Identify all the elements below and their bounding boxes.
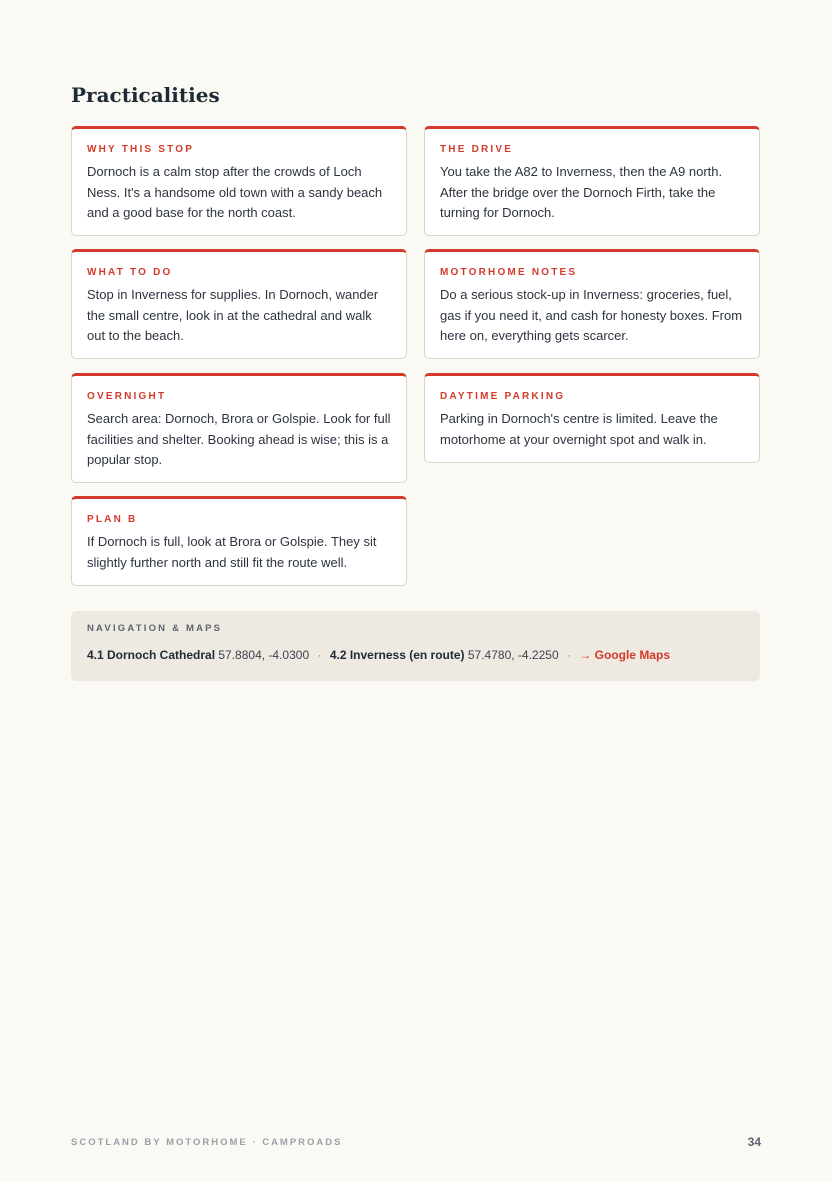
nav-point-coords: 57.8804, -4.0300: [218, 648, 310, 662]
navigation-panel: [71, 611, 760, 681]
card-plan-b: [71, 496, 407, 586]
card-label: WHAT TO DO: [87, 267, 173, 278]
nav-point-name: 4.2 Inverness (en route): [329, 648, 465, 662]
page-number: 34: [747, 1135, 761, 1149]
card-label: OVERNIGHT: [87, 391, 167, 402]
nav-separator: ·: [566, 648, 571, 662]
navigation-label: NAVIGATION & MAPS: [87, 623, 223, 634]
navigation-line: [87, 648, 744, 662]
footer-publication: SCOTLAND BY MOTORHOME · CAMPROADS: [71, 1137, 343, 1148]
card-body: If Dornoch is full, look at Brora or Golspie. They sit slightly further north and still fit the route well.: [87, 534, 377, 570]
card-body: Stop in Inverness for supplies. In Dornoch, wander the small centre, look in at the cathedral and walk out to the beach.: [87, 287, 379, 343]
card-label: WHY THIS STOP: [87, 144, 195, 155]
card-overnight: [71, 373, 407, 483]
nav-separator: ·: [317, 648, 322, 662]
card-body: Do a serious stock-up in Inverness: groceries, fuel, gas if you need it, and cash for honesty boxes. From here on, everything gets scarcer.: [440, 287, 743, 343]
nav-point-coords: 57.4780, -4.2250: [467, 648, 559, 662]
card-body: You take the A82 to Inverness, then the A9 north. After the bridge over the Dornoch Firth, take the turning for Dornoch.: [440, 164, 723, 220]
card-label: PLAN B: [87, 514, 138, 525]
card-label: THE DRIVE: [440, 144, 514, 155]
card-motorhome-notes: [424, 249, 760, 359]
google-maps-link[interactable]: → Google Maps: [579, 648, 670, 662]
page-title: Practicalities: [71, 83, 220, 107]
card-body: Dornoch is a calm stop after the crowds of Loch Ness. It's a handsome old town with a sandy beach and a good base for the north coast.: [87, 164, 383, 220]
card-daytime-parking: [424, 373, 760, 463]
card-why-this-stop: [71, 126, 407, 236]
card-label: DAYTIME PARKING: [440, 391, 566, 402]
card-body: Search area: Dornoch, Brora or Golspie. Look for full facilities and shelter. Booking ahead is wise; this is a popular stop.: [87, 411, 391, 467]
card-the-drive: [424, 126, 760, 236]
nav-point-name: 4.1 Dornoch Cathedral: [87, 648, 216, 662]
card-body: Parking in Dornoch's centre is limited. Leave the motorhome at your overnight spot and walk in.: [440, 411, 718, 447]
card-what-to-do: [71, 249, 407, 359]
card-label: MOTORHOME NOTES: [440, 267, 578, 278]
